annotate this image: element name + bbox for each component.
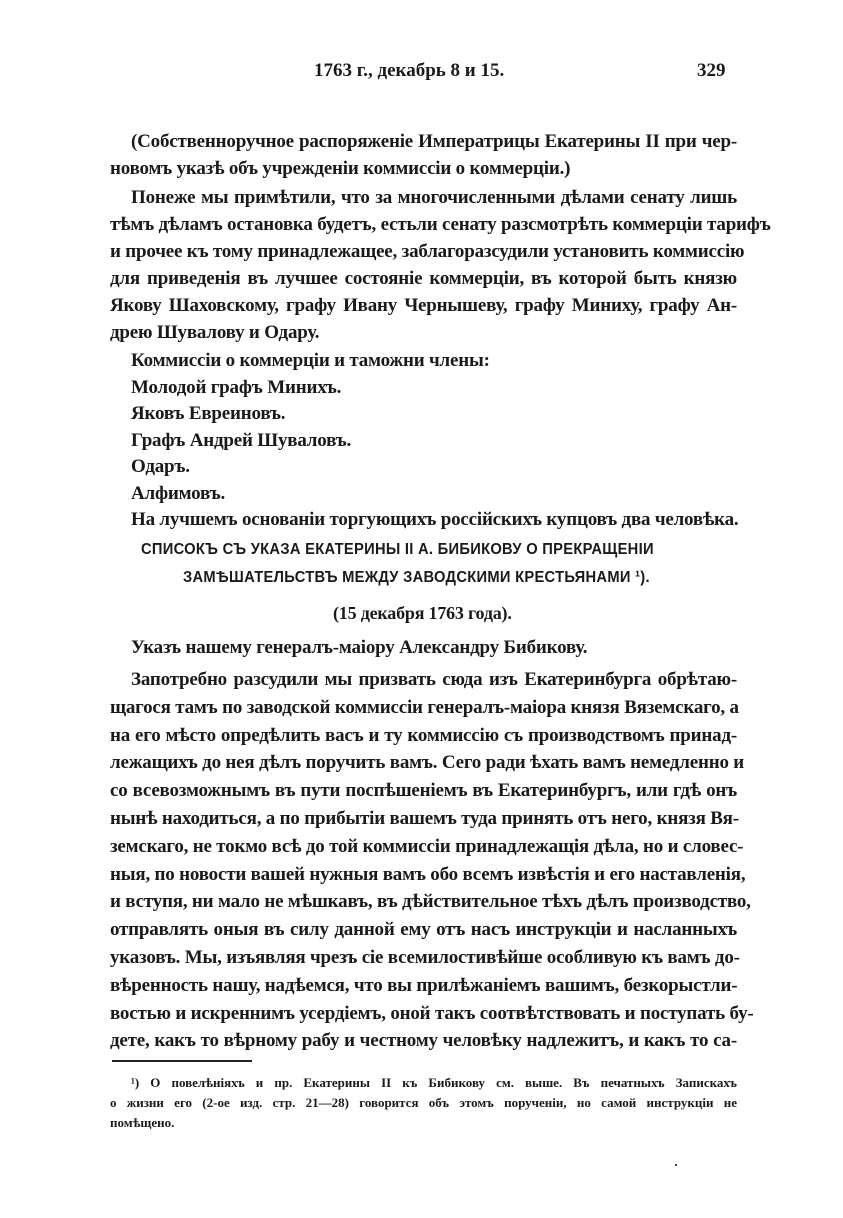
main-text-line: Запотребно разсудили мы призвать сюда изъ Екатеринбурга обрѣтаю-	[131, 669, 737, 690]
main-text-line: указовъ. Мы, изъявляя чрезъ сіе всемилостивѣйше особливую къ вамъ до-	[110, 947, 740, 968]
main-text-line: на его мѣсто опредѣлить васъ и ту коммиссію съ производствомъ принад-	[110, 724, 737, 746]
page-number: 329	[697, 60, 726, 81]
member-list-item: Молодой графъ Минихъ.	[131, 376, 342, 398]
main-text-line: ныя, по новости вашей нужныя вамъ обо всемъ извѣстія и его наставленія,	[110, 863, 746, 885]
main-text-line: нынѣ находиться, а по прибытіи вашемъ туда принять отъ него, князя Вя-	[110, 808, 739, 829]
member-list-item: Алфимовъ.	[131, 482, 226, 504]
member-list-item: Коммиссіи о коммерціи и таможни члены:	[131, 350, 490, 371]
main-text-line: вѣренность нашу, надѣемся, что вы прилѣжаніемъ вашимъ, безкорыстли-	[110, 974, 738, 996]
decree-line: Якову Шаховскому, графу Ивану Чернышеву, графу Миниху, графу Ан-	[110, 295, 737, 316]
decree-line: Понеже мы примѣтили, что за многочисленными дѣлами сенату лишь	[131, 187, 737, 208]
running-title: 1763 г., декабрь 8 и 15.	[314, 60, 505, 81]
decree-address: Указъ нашему генералъ-маіору Александру Бибикову.	[131, 637, 588, 658]
member-list-item: Одаръ.	[131, 456, 190, 477]
main-text-line: со всевозможнымъ въ пути поспѣшеніемъ въ Екатеринбургъ, или гдѣ онъ	[110, 780, 737, 802]
footnote-line: ¹) О повелѣніяхъ и пр. Екатерины II къ Бибикову см. выше. Въ печатныхъ Запискахъ	[131, 1075, 737, 1090]
main-text-line: отправлять оныя въ силу данной ему отъ насъ инструкціи и насланныхъ	[110, 919, 737, 941]
note-line: новомъ указѣ объ учрежденіи коммиссіи о коммерціи.)	[110, 158, 571, 179]
note-line: (Собственноручное распоряженіе Императрицы Екатерины II при чер-	[131, 131, 737, 152]
main-text-line: земскаго, не токмо всѣ до той коммиссіи принадлежащія дѣла, но и словес-	[110, 835, 744, 857]
footnote-line: помѣщено.	[110, 1115, 175, 1130]
main-text-line: и вступя, ни мало не мѣшкавъ, въ дѣйствительное тѣхъ дѣлъ производство,	[110, 891, 751, 913]
decree-line: дрею Шувалову и Одару.	[110, 322, 320, 343]
member-list-item: На лучшемъ основаніи торгующихъ россійскихъ купцовъ два человѣка.	[131, 509, 739, 530]
footnote-line: о жизни его (2-ое изд. стр. 21—28) говорится объ этомъ порученіи, но самой инструкціи не	[110, 1095, 737, 1110]
decree-line: тѣмъ дѣламъ остановка будетъ, естьли сенату разсмотрѣть коммерціи тарифъ	[110, 214, 771, 235]
section-heading-line-2: ЗАМѢШАТЕЛЬСТВЪ МЕЖДУ ЗАВОДСКИМИ КРЕСТЬЯНАМИ ¹).	[183, 569, 650, 586]
section-date: (15 декабря 1763 года).	[333, 603, 512, 623]
main-text-line: дете, какъ то вѣрному рабу и честному человѣку надлежитъ, и какъ то са-	[110, 1030, 737, 1052]
member-list-item: Графъ Андрей Шуваловъ.	[131, 429, 352, 451]
member-list-item: Яковъ Евреиновъ.	[131, 403, 286, 424]
section-heading-line-1: СПИСОКЪ СЪ УКАЗА ЕКАТЕРИНЫ II А. БИБИКОВУ О ПРЕКРАЩЕНІИ	[141, 541, 654, 558]
main-text-line: востью и искреннимъ усердіемъ, оной такъ соотвѣтствовать и поступать бу-	[110, 1002, 754, 1024]
scan-speck	[675, 1164, 677, 1166]
main-text-line: лежащихъ до нея дѣлъ поручить вамъ. Сего ради ѣхать вамъ немедленно и	[110, 752, 745, 774]
footnote-divider	[112, 1060, 252, 1062]
decree-line: для приведенія въ лучшее состояніе коммерціи, въ которой быть князю	[110, 268, 737, 289]
main-text-line: щагося тамъ по заводской коммиссіи генералъ-маіора князя Вяземскаго, а	[110, 696, 739, 718]
decree-line: и прочее къ тому принадлежащее, заблагоразсудили установить коммиссію	[110, 241, 745, 262]
